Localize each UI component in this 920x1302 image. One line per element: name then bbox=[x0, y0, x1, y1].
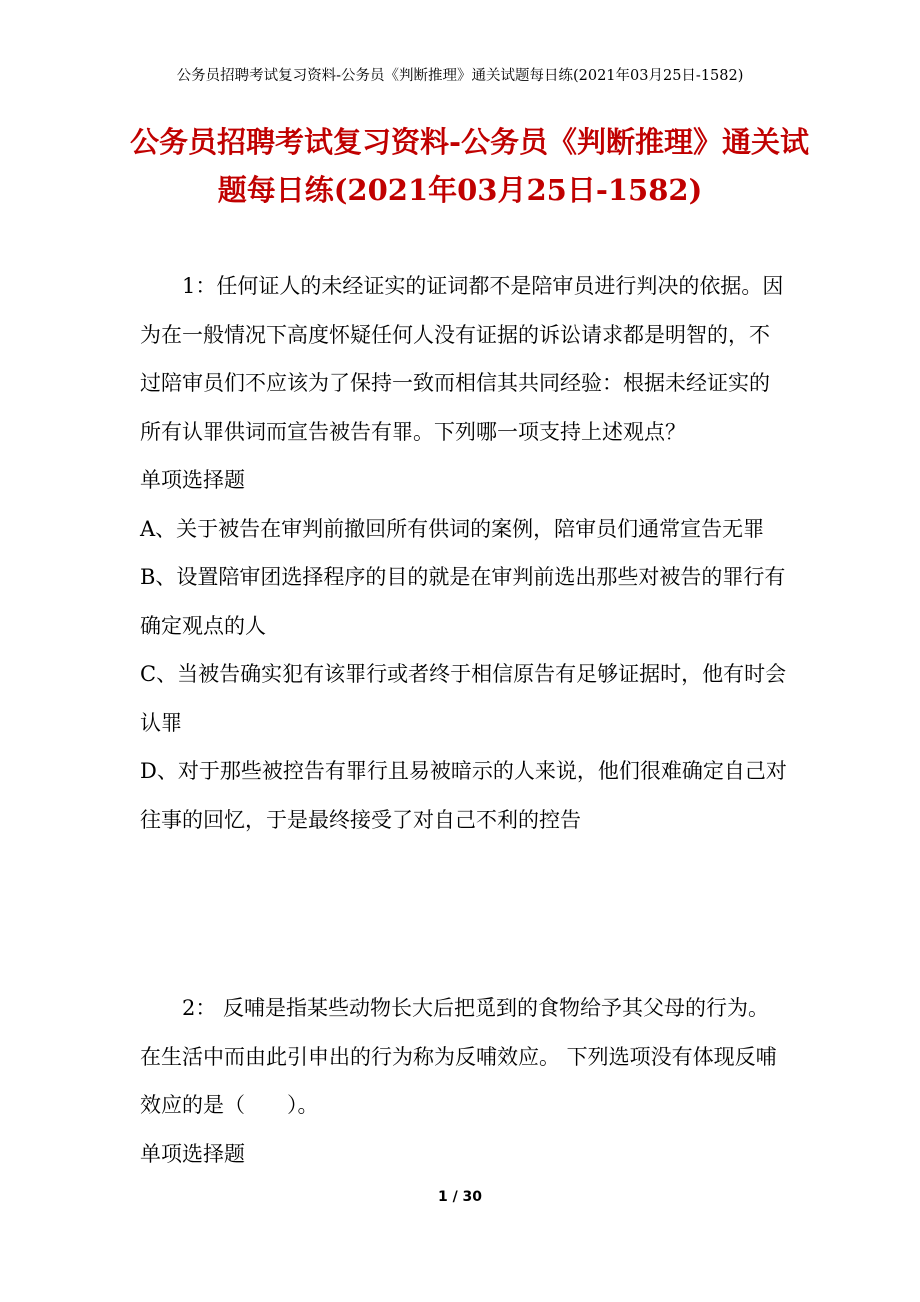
question-stem: 1：任何证人的未经证实的证词都不是陪审员进行判决的依据。因为在一般情况下高度怀疑任何人没有证据的诉讼请求都是明智的，不过陪审员们不应该为了保持一致而相信其共同经验：根据未经证实的所有认罪供词而宣告被告有罪。下列哪一项支持上述观点？ bbox=[140, 274, 784, 444]
document-title-line-2: 题每日练(2021年03月25日-1582) bbox=[217, 173, 703, 207]
question-type-label: 单项选择题 bbox=[140, 1141, 245, 1166]
question-1 bbox=[140, 262, 788, 844]
document-title-line-1: 公务员招聘考试复习资料-公务员《判断推理》通关试 bbox=[130, 125, 810, 159]
option-b: B、设置陪审团选择程序的目的就是在审判前选出那些对被告的罪行有确定观点的人 bbox=[140, 565, 786, 638]
question-type-label: 单项选择题 bbox=[140, 468, 245, 492]
question-2 bbox=[140, 984, 788, 1178]
option-d: D、对于那些被控告有罪行且易被暗示的人来说，他们很难确定自己对往事的回忆，于是最终接受了对自己不利的控告 bbox=[140, 759, 787, 832]
question-stem: 2： 反哺是指某些动物长大后把觅到的食物给予其父母的行为。在生活中而由此引申出的行为称为反哺效应。 下列选项没有体现反哺效应的是（ ）。 bbox=[140, 996, 777, 1117]
page-number: 1 / 30 bbox=[437, 1189, 483, 1205]
option-c: C、当被告确实犯有该罪行或者终于相信原告有足够证据时，他有时会认罪 bbox=[140, 662, 787, 735]
option-a: A、关于被告在审判前撤回所有供词的案例，陪审员们通常宣告无罪 bbox=[140, 516, 765, 541]
document-title bbox=[130, 118, 810, 214]
running-header: 公务员招聘考试复习资料-公务员《判断推理》通关试题每日练(2021年03月25日-1582) bbox=[176, 68, 744, 84]
